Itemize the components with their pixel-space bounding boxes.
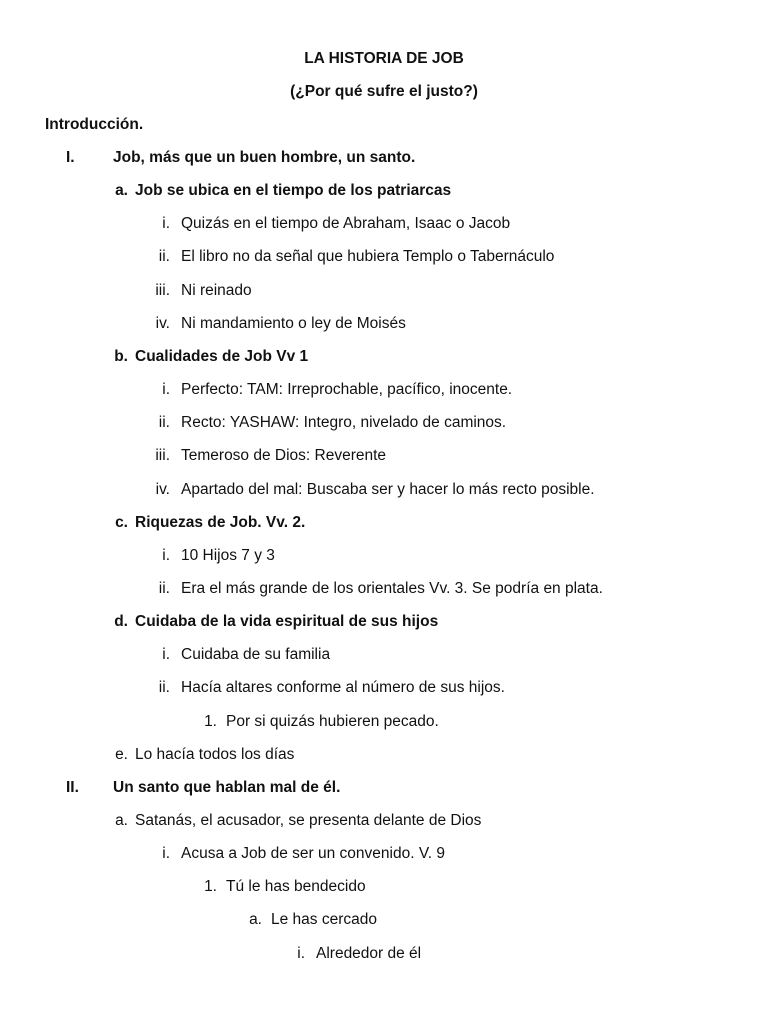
- outline-marker: a.: [115, 182, 128, 199]
- outline-text: Perfecto: TAM: Irreprochable, pacífico, inocente.: [181, 381, 513, 398]
- outline-text: Un santo que hablan mal de él.: [113, 779, 341, 796]
- outline-text: Apartado del mal: Buscaba ser y hacer lo más recto posible.: [181, 481, 595, 498]
- outline-marker: iv.: [155, 315, 170, 332]
- outline-marker: i.: [162, 215, 170, 232]
- outline-text: Alrededor de él: [316, 945, 422, 962]
- outline-marker: i.: [162, 381, 170, 398]
- outline-marker: ii.: [158, 580, 170, 597]
- outline-text: El libro no da señal que hubiera Templo o Tabernáculo: [181, 248, 555, 265]
- outline-marker: e.: [115, 746, 128, 763]
- outline-text: Satanás, el acusador, se presenta delante de Dios: [135, 812, 482, 829]
- outline-marker: i.: [162, 646, 170, 663]
- outline-text: Hacía altares conforme al número de sus hijos.: [181, 679, 505, 696]
- outline-marker: b.: [114, 348, 128, 365]
- outline-marker: II.: [66, 779, 79, 796]
- outline-text: Job se ubica en el tiempo de los patriarcas: [135, 182, 452, 199]
- outline-marker: ii.: [158, 414, 170, 431]
- outline-marker: i.: [297, 945, 305, 962]
- outline-text: Lo hacía todos los días: [135, 746, 295, 763]
- outline-text: Riquezas de Job. Vv. 2.: [135, 514, 306, 531]
- outline-marker: iv.: [155, 481, 170, 498]
- outline-text: Acusa a Job de ser un convenido. V. 9: [181, 845, 445, 862]
- outline-marker: 1.: [204, 713, 217, 730]
- outline-text: Ni reinado: [181, 282, 252, 299]
- outline-text: Temeroso de Dios: Reverente: [181, 447, 387, 464]
- outline-text: Job, más que un buen hombre, un santo.: [113, 149, 416, 166]
- outline-marker: d.: [114, 613, 128, 630]
- outline-marker: ii.: [158, 679, 170, 696]
- outline-marker: 1.: [204, 878, 217, 895]
- document-title: LA HISTORIA DE JOB: [304, 50, 464, 67]
- outline-text: Recto: YASHAW: Integro, nivelado de caminos.: [181, 414, 507, 431]
- document-subtitle: (¿Por qué sufre el justo?): [290, 83, 478, 100]
- outline-marker: I.: [66, 149, 75, 166]
- outline-text: Tú le has bendecido: [226, 878, 366, 895]
- outline-text: Cuidaba de su familia: [181, 646, 331, 663]
- outline-marker: iii.: [155, 282, 170, 299]
- outline-text: Quizás en el tiempo de Abraham, Isaac o Jacob: [181, 215, 511, 232]
- outline-marker: i.: [162, 845, 170, 862]
- outline-marker: c.: [115, 514, 128, 531]
- outline-marker: a.: [115, 812, 128, 829]
- outline-marker: i.: [162, 547, 170, 564]
- outline-text: Cuidaba de la vida espiritual de sus hijos: [135, 613, 439, 630]
- outline-text: Le has cercado: [271, 911, 377, 928]
- outline-text: Era el más grande de los orientales Vv. 3. Se podría en plata.: [181, 580, 603, 597]
- outline-marker: ii.: [158, 248, 170, 265]
- outline-text: Cualidades de Job Vv 1: [135, 348, 309, 365]
- outline-text: 10 Hijos 7 y 3: [181, 547, 275, 564]
- outline-text: Ni mandamiento o ley de Moisés: [181, 315, 406, 332]
- intro-heading: Introducción.: [45, 116, 144, 133]
- outline-text: Por si quizás hubieren pecado.: [226, 713, 439, 730]
- outline-marker: iii.: [155, 447, 170, 464]
- outline-marker: a.: [249, 911, 262, 928]
